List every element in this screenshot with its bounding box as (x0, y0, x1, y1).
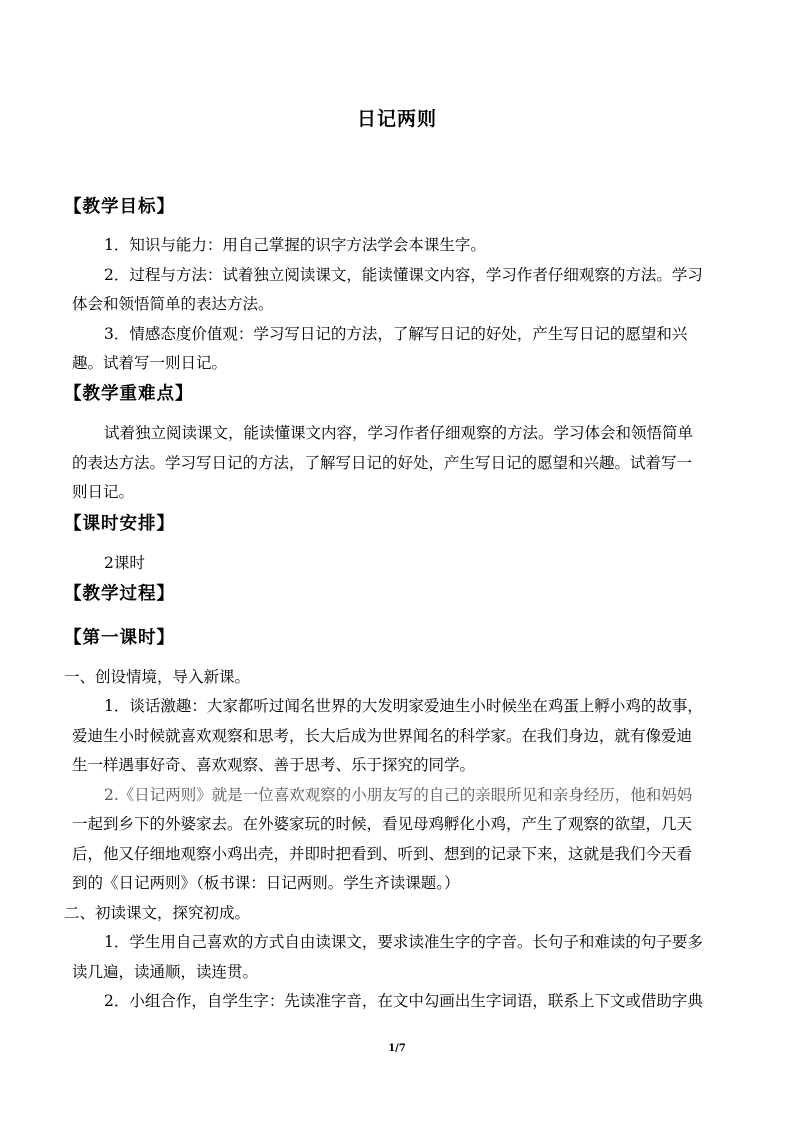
part1-p2-line-4: 到的《日记两则》（板书课：日记两则。学生齐读课题。） (72, 874, 460, 892)
heading-schedule: 【课时安排】 (64, 514, 175, 534)
part1-p1-line-1: 1．谈话激趣：大家都听过闻名世界的大发明家爱迪生小时候坐在鸡蛋上孵小鸡的故事， (104, 697, 703, 715)
key-line-1: 试着独立阅读课文，能读懂课文内容，学习作者仔细观察的方法。学习体会和领悟简单 (104, 424, 694, 442)
part1-p2-line-2: 一起到乡下的外婆家去。在外婆家玩的时候，看见母鸡孵化小鸡，产生了观察的欲望，几天 (72, 815, 693, 833)
goal-1: 1．知识与能力：用自己掌握的识字方法学会本课生字。 (104, 236, 486, 254)
part2-p1-line-1: 1．学生用自己喜欢的方式自由读课文，要求读准生字的字音。长句子和难读的句子要多 (104, 933, 703, 951)
heading-teaching-process: 【教学过程】 (64, 584, 175, 604)
heading-teaching-goals: 【教学目标】 (64, 197, 175, 217)
goal-3-line-1: 3．情感态度价值观：学习写日记的方法，了解写日记的好处，产生写日记的愿望和兴 (104, 325, 688, 343)
document-title: 日记两则 (356, 108, 437, 130)
part2-heading: 二、初读课文，探究初成。 (64, 904, 251, 922)
part1-p1-line-2: 爱迪生小时候就喜欢观察和思考，长大后成为世界闻名的科学家。在我们身边，就有像爱迪 (72, 727, 693, 745)
goal-2-line-1: 2．过程与方法：试着独立阅读课文，能读懂课文内容，学习作者仔细观察的方法。学习 (104, 266, 703, 284)
key-line-3: 则日记。 (72, 483, 135, 501)
part2-p1-line-2: 读几遍，读通顺，读连贯。 (72, 963, 259, 981)
part1-p2-line-3: 后，他又仔细地观察小鸡出壳，并即时把看到、听到、想到的记录下来，这就是我们今天看 (72, 845, 693, 863)
page-number: 1/7 (388, 1043, 406, 1054)
goal-2-line-2: 体会和领悟简单的表达方法。 (72, 295, 274, 313)
part1-p1-line-3: 生一样遇事好奇、喜欢观察、善于思考、乐于探究的同学。 (72, 756, 476, 774)
part1-p2-line-1: 2.《日记两则》就是一位喜欢观察的小朋友写的自己的亲眼所见和亲身经历，他和妈妈 (104, 786, 693, 804)
goal-3-line-2: 趣。试着写一则日记。 (72, 354, 228, 372)
heading-key-points: 【教学重难点】 (64, 384, 194, 404)
heading-first-lesson: 【第一课时】 (64, 628, 175, 648)
part1-heading: 一、创设情境，导入新课。 (64, 668, 251, 686)
key-line-2: 的表达方法。学习写日记的方法，了解写日记的好处，产生写日记的愿望和兴趣。试着写一 (72, 454, 693, 472)
part2-p2-line-1: 2．小组合作，自学生字：先读准字音，在文中勾画出生字词语，联系上下文或借助字典 (104, 992, 703, 1010)
schedule-value: 2课时 (104, 554, 145, 572)
